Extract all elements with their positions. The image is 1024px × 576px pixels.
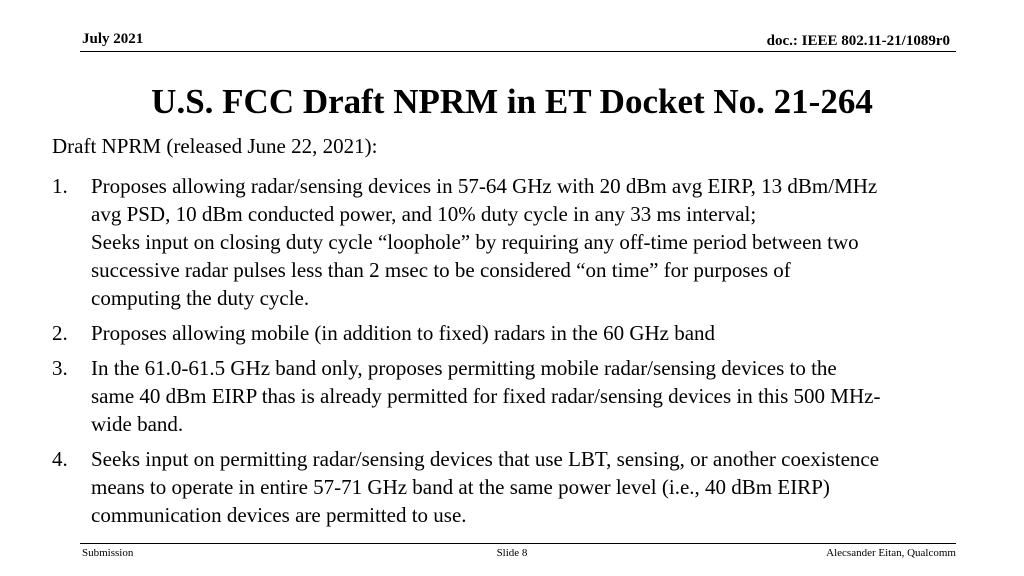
- list-item-text-line: Seeks input on permitting radar/sensing devices that use LBT, sensing, or another coexistence: [91, 447, 880, 471]
- list-item-number: 1.: [52, 174, 68, 198]
- list-item: [52, 172, 982, 312]
- list-item-number: 3.: [52, 356, 68, 380]
- header-doc-id: doc.: IEEE 802.11-21/1089r0: [766, 33, 950, 49]
- list-item-text-line: Proposes allowing radar/sensing devices in 57-64 GHz with 20 dBm avg EIRP, 13 dBm/MHz: [91, 174, 878, 198]
- list-item: [52, 445, 982, 529]
- list-item-text-line: Seeks input on closing duty cycle “loophole” by requiring any off-time period between two: [91, 230, 859, 254]
- list-item-text-line: communication devices are permitted to use.: [91, 503, 467, 527]
- footer-divider: [80, 543, 956, 544]
- list-item-number: 4.: [52, 447, 68, 471]
- slide-title: U.S. FCC Draft NPRM in ET Docket No. 21-264: [151, 82, 873, 121]
- footer-submission: Submission: [82, 547, 134, 559]
- slide-intro: Draft NPRM (released June 22, 2021):: [52, 134, 378, 158]
- list-item-text-line: same 40 dBm EIRP thas is already permitted for fixed radar/sensing devices in this 500 MHz-: [91, 384, 881, 408]
- header-date: July 2021: [82, 31, 144, 47]
- list-item: [52, 319, 982, 347]
- list-item-text-line: In the 61.0-61.5 GHz band only, proposes permitting mobile radar/sensing devices to the: [91, 356, 837, 380]
- list-item-text-line: avg PSD, 10 dBm conducted power, and 10% duty cycle in any 33 ms interval;: [91, 202, 757, 226]
- list-item-text-line: means to operate in entire 57-71 GHz band at the same power level (i.e., 40 dBm EIRP): [91, 475, 830, 499]
- footer-author: Alecsander Eitan, Qualcomm: [826, 547, 956, 559]
- list-item-number: 2.: [52, 321, 68, 345]
- footer-slide-number: Slide 8: [496, 547, 528, 559]
- list-item-text-line: computing the duty cycle.: [91, 286, 310, 310]
- list-item-text-line: successive radar pulses less than 2 msec to be considered “on time” for purposes of: [91, 258, 791, 282]
- list-item-text-line: wide band.: [91, 412, 184, 436]
- list-item: [52, 354, 982, 438]
- numbered-list: [52, 172, 982, 536]
- header-divider: [80, 51, 956, 52]
- list-item-text-line: Proposes allowing mobile (in addition to fixed) radars in the 60 GHz band: [91, 321, 716, 345]
